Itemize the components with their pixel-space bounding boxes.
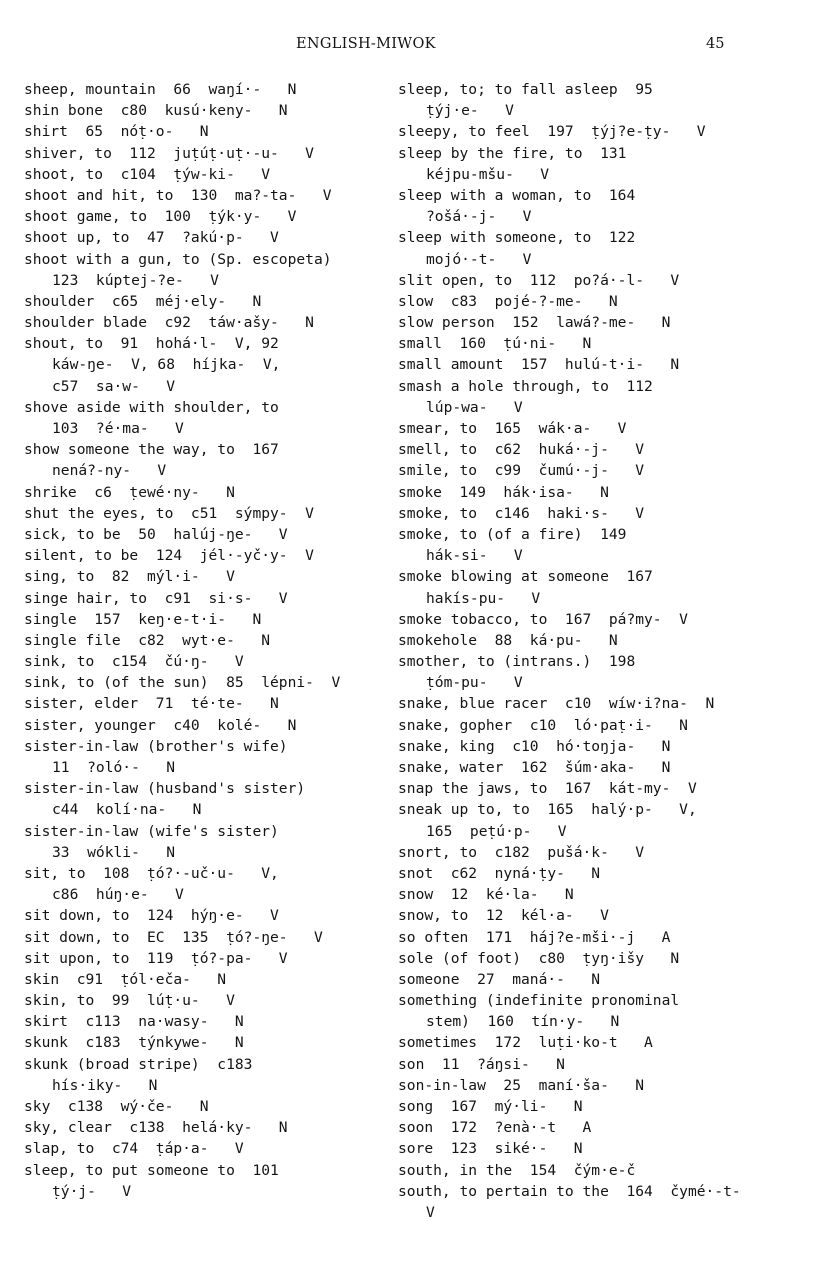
entry-continuation: 103 ?é·ma- V [52,420,184,437]
dictionary-entry: sink, to (of the sun) 85 lépni- V [24,674,341,692]
entry-continuation: 33 wókli- N [52,843,176,861]
entry-continuation: kéjpu-mšu- V [426,165,550,183]
dictionary-entry: snap the jaws, to 167 kát-my- V [398,780,697,798]
dictionary-entry: snake, gopher c10 ló·paṭ·i- N [398,716,688,734]
entry-continuation: ṭý·j- V [52,1182,132,1200]
dictionary-entry: small amount 157 hulú-t·i- N [398,356,680,374]
dictionary-entry: smash a hole through, to 112 [398,377,653,395]
dictionary-entry: sleep with someone, to 122 [398,229,636,247]
dictionary-entry: sneak up to, to 165 halý·p- V, [398,801,697,819]
entry-continuation: ṭýj·e- V [426,102,514,120]
dictionary-entry: shoulder blade c92 táw·ašy- N [24,314,314,332]
dictionary-entry: someone 27 maná·- N [398,970,601,988]
page-header [0,36,837,56]
dictionary-entry: small 160 ṭú·ni- N [398,335,592,353]
dictionary-entry: skirt c113 na·wasy- N [24,1013,244,1031]
dictionary-entry: skunk c183 týnkywe- N [24,1034,244,1052]
dictionary-entry: sink, to c154 čú·ŋ- V [24,653,244,671]
dictionary-entry: sleepy, to feel 197 ṭýj?e-ṭy- V [398,123,706,141]
dictionary-entry: so often 171 háj?e-mši·-j A [398,928,671,946]
dictionary-entry: sit upon, to 119 ṭó?-pa- V [24,949,288,967]
dictionary-entry: snake, king c10 hó·toŋja- N [398,737,671,755]
dictionary-entry: single file c82 wyt·e- N [24,631,271,649]
dictionary-entry: sleep by the fire, to 131 [398,144,627,162]
dictionary-entry: south, to pertain to the 164 čymé·-t- [398,1182,741,1200]
entry-continuation: ?ošá·-j- V [426,208,532,226]
dictionary-entry: sore 123 siké·- N [398,1140,583,1158]
dictionary-entry: shout, to 91 hohá·l- V, 92 [24,335,279,353]
dictionary-entry: snort, to c182 pušá·k- V [398,843,645,861]
entry-continuation: lúp-wa- V [426,398,523,416]
dictionary-entry: skin c91 ṭól·eča- N [24,970,227,988]
dictionary-entry: skunk (broad stripe) c183 [24,1055,253,1073]
page-number: 45 [706,36,725,52]
dictionary-entry: son-in-law 25 maní·ša- N [398,1076,645,1094]
dictionary-entry: silent, to be 124 jél·-yč·y- V [24,547,314,565]
dictionary-entry: shoot game, to 100 ṭýk·y- V [24,208,297,226]
running-title: ENGLISH-MIWOK [296,36,436,52]
entry-continuation: ṭóm-pu- V [426,674,523,692]
dictionary-entry: song 167 mý·li- N [398,1098,583,1115]
dictionary-entry: smoke blowing at someone 167 [398,568,653,586]
dictionary-entry: shoulder c65 méj·ely- N [24,292,262,310]
dictionary-entry: smile, to c99 čumú·-j- V [398,462,645,480]
entry-continuation: c44 kolí·na- N [52,801,202,819]
entry-continuation: nená?-ny- V [52,462,167,480]
dictionary-entry: sheep, mountain 66 waŋí·- N [24,81,297,98]
dictionary-entry: smoke, to (of a fire) 149 [398,525,627,543]
entry-continuation: 11 ?oló·- N [52,759,176,776]
dictionary-entry: shrike c6 ṭewé·ny- N [24,483,235,501]
dictionary-entry: smear, to 165 wák·a- V [398,420,627,437]
dictionary-entry: skin, to 99 lúṭ·u- V [24,992,235,1010]
dictionary-entry: snow, to 12 kél·a- V [398,907,609,925]
left-column [24,79,384,1202]
entry-continuation: c86 húŋ·e- V [52,886,184,904]
entry-continuation: hák-si- V [426,547,523,565]
dictionary-entry: south, in the 154 čým·e-č [398,1161,636,1179]
entry-continuation: mojó·-t- V [426,250,532,268]
dictionary-entry: sister, younger c40 kolé- N [24,716,297,734]
dictionary-entry: slit open, to 112 po?á·-l- V [398,271,680,289]
dictionary-entry: shoot with a gun, to (Sp. escopeta) [24,250,332,268]
dictionary-entry: snow 12 ké·la- N [398,886,574,904]
dictionary-entry: son 11 ?áŋsi- N [398,1055,565,1073]
dictionary-entry: sick, to be 50 halúj-ŋe- V [24,525,288,543]
dictionary-entry: sky c138 wý·če- N [24,1098,209,1115]
entry-continuation: 123 kúptej-?e- V [52,271,219,289]
dictionary-entry: smother, to (intrans.) 198 [398,653,636,671]
dictionary-entry: soon 172 ?enà·-t A [398,1119,592,1137]
entry-continuation: 165 peṭú·p- V [426,822,567,840]
dictionary-entry: smell, to c62 huká·-j- V [398,441,645,459]
entry-continuation: hakís-pu- V [426,589,541,607]
dictionary-entry: sister-in-law (husband's sister) [24,780,306,798]
dictionary-entry: slow c83 pojé-?-me- N [398,292,618,310]
dictionary-entry: sit down, to EC 135 ṭó?-ŋe- V [24,928,323,946]
dictionary-entry: shoot and hit, to 130 ma?-ta- V [24,186,332,204]
dictionary-entry: shirt 65 nóṭ·o- N [24,123,209,141]
dictionary-entry: smoke tobacco, to 167 pá?my- V [398,610,688,628]
dictionary-entry: sleep with a woman, to 164 [398,186,636,204]
entry-continuation: c57 sa·w- V [52,377,176,395]
entry-continuation: stem) 160 tín·y- N [426,1013,620,1031]
dictionary-entry: show someone the way, to 167 [24,441,279,459]
dictionary-entry: sometimes 172 luṭi·ko-t A [398,1034,653,1052]
dictionary-entry: sit, to 108 ṭó?·-uč·u- V, [24,864,279,882]
dictionary-entry: sleep, to; to fall asleep 95 [398,81,653,98]
dictionary-entry: sing, to 82 mýl·i- V [24,568,235,586]
dictionary-entry: slow person 152 lawá?-me- N [398,314,671,332]
dictionary-entry: smokehole 88 ká·pu- N [398,631,618,649]
dictionary-entry: something (indefinite pronominal [398,992,680,1010]
dictionary-entry: sister-in-law (brother's wife) [24,737,288,755]
dictionary-entry: sleep, to put someone to 101 [24,1161,279,1179]
dictionary-entry: snot c62 nyná·ṭy- N [398,864,601,882]
dictionary-entry: shut the eyes, to c51 sýmpy- V [24,504,314,522]
entry-continuation: káw-ŋe- V, 68 híjka- V, [52,356,281,374]
dictionary-entry: smoke 149 hák·isa- N [398,483,609,501]
dictionary-entry: sit down, to 124 hýŋ·e- V [24,907,279,925]
dictionary-entry: snake, blue racer c10 wíw·i?na- N [398,695,715,713]
dictionary-entry: snake, water 162 šúm·aka- N [398,759,671,776]
dictionary-entry: shin bone c80 kusú·keny- N [24,102,288,120]
dictionary-entry: singe hair, to c91 si·s- V [24,589,288,607]
dictionary-entry: sole (of foot) c80 ṭyŋ·išy N [398,949,680,967]
dictionary-entry: shove aside with shoulder, to [24,398,279,416]
dictionary-entry: sister, elder 71 té·te- N [24,695,279,713]
dictionary-entry: single 157 keŋ·e-t·i- N [24,610,262,628]
right-column [398,79,818,1223]
dictionary-entry: shoot up, to 47 ?akú·p- V [24,229,279,247]
entry-continuation: hís·iky- N [52,1076,158,1094]
dictionary-entry: sister-in-law (wife's sister) [24,822,279,840]
dictionary-entry: slap, to c74 ṭáp·a- V [24,1140,244,1158]
dictionary-entry: shoot, to c104 ṭýw-ki- V [24,165,271,183]
dictionary-entry: sky, clear c138 helá·ky- N [24,1119,288,1137]
dictionary-entry: shiver, to 112 juṭúṭ·uṭ·-u- V [24,144,314,162]
entry-continuation: V [426,1203,435,1221]
dictionary-entry: smoke, to c146 haki·s- V [398,504,645,522]
